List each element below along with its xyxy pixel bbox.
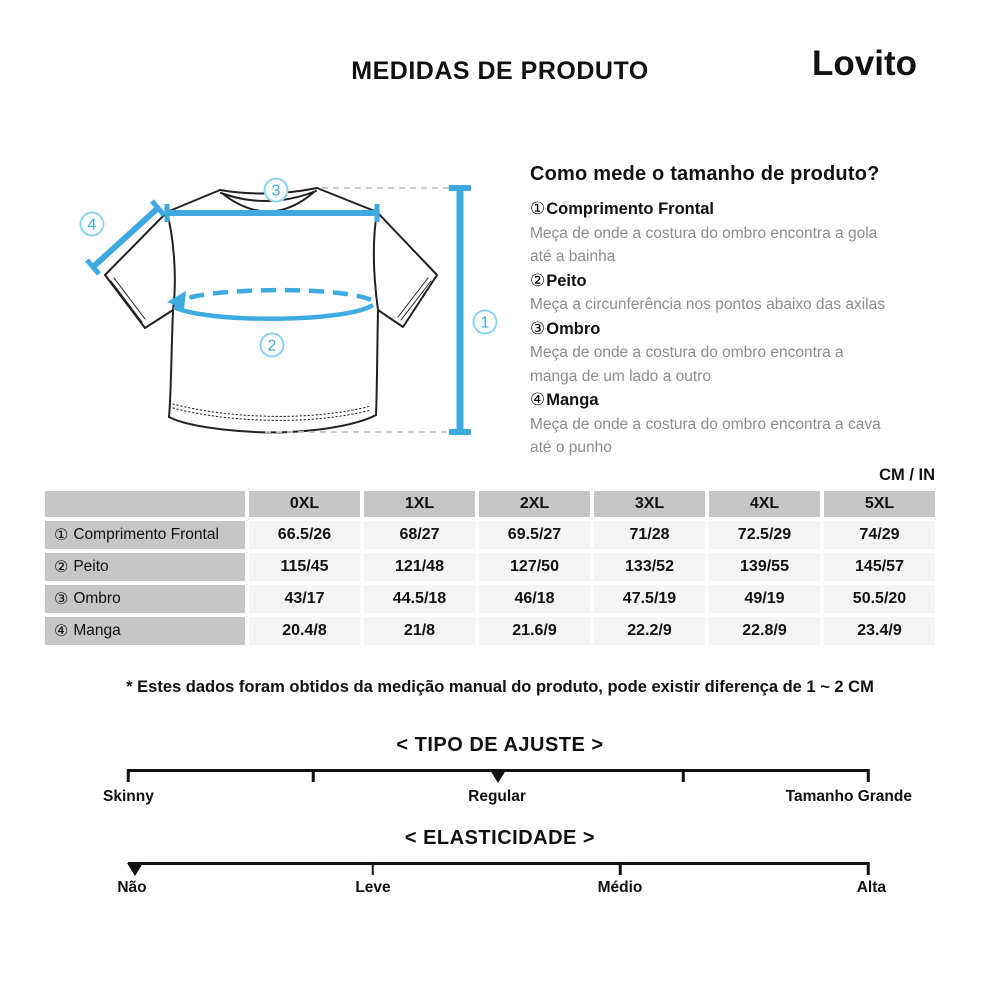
circled-1-icon: ① — [530, 199, 546, 218]
elasticity-label-leve: Leve — [355, 879, 391, 896]
elasticity-tick — [372, 862, 375, 875]
table-cell: 71/28 — [594, 521, 705, 549]
elasticity-label-alta: Alta — [856, 879, 886, 896]
size-table — [45, 491, 935, 645]
table-cell: 115/45 — [249, 553, 360, 581]
size-col-3xl: 3XL — [594, 491, 705, 517]
row-label-peito: ② Peito — [45, 553, 245, 581]
circled-3-icon: ③ — [530, 318, 546, 338]
guide-item-ombro-desc2: manga de um lado a outro — [530, 367, 711, 385]
size-col-1xl: 1XL — [364, 491, 475, 517]
tshirt-measurement-diagram — [55, 148, 515, 470]
table-cell: 68/27 — [364, 521, 475, 549]
table-cell: 44.5/18 — [364, 585, 475, 613]
elasticity-label-medio: Médio — [597, 879, 643, 896]
table-cell: 50.5/20 — [824, 585, 935, 613]
table-cell: 23.4/9 — [824, 617, 935, 645]
size-col-2xl: 2XL — [479, 491, 590, 517]
fit-tick — [867, 769, 870, 782]
table-cell: 74/29 — [824, 521, 935, 549]
row-label-ombro: ③ Ombro — [45, 585, 245, 613]
guide-item-manga-desc2: até o punho — [530, 439, 612, 456]
fit-scale-line — [128, 769, 868, 772]
guide-item-peito-desc: Meça a circunferência nos pontos abaixo das axilas — [530, 296, 885, 313]
table-cell: 69.5/27 — [479, 521, 590, 549]
size-col-5xl: 5XL — [824, 491, 935, 517]
circled-2-icon: ② — [530, 270, 546, 290]
table-cell: 139/55 — [709, 553, 820, 581]
circled-4-icon: ④ — [530, 390, 546, 409]
circled-1-icon: ① — [54, 527, 69, 544]
table-cell: 49/19 — [709, 585, 820, 613]
table-cell: 21/8 — [364, 617, 475, 645]
marker-2-chest: 2 — [267, 337, 277, 355]
elasticity-tick — [867, 862, 870, 875]
guide-item-manga-desc: Meça de onde a costura do ombro encontra a cava — [530, 415, 881, 433]
table-cell: 133/52 — [594, 553, 705, 581]
fit-marker-icon — [490, 770, 506, 783]
fit-scale-title: < TIPO DE AJUSTE > — [396, 734, 604, 756]
measure-guide — [530, 163, 950, 460]
guide-item-ombro-desc: Meça de onde a costura do ombro encontra a — [530, 344, 844, 361]
table-cell: 66.5/26 — [249, 521, 360, 549]
table-cell: 121/48 — [364, 553, 475, 581]
guide-item-manga-title: ④Manga — [530, 390, 599, 409]
table-cell: 145/57 — [824, 553, 935, 581]
fit-tick — [127, 769, 130, 782]
marker-1-length: 1 — [480, 314, 490, 332]
circled-3-icon: ③ — [54, 591, 69, 608]
marker-4-sleeve: 4 — [87, 216, 97, 234]
fit-tick — [682, 769, 685, 782]
size-col-4xl: 4XL — [709, 491, 820, 517]
row-label-comprimento: ① Comprimento Frontal — [45, 521, 245, 549]
guide-item-comprimento-title: ①Comprimento Frontal — [530, 199, 714, 218]
table-cell: 47.5/19 — [594, 585, 705, 613]
table-cell: 20.4/8 — [249, 617, 360, 645]
fit-tick — [312, 769, 315, 782]
table-cell: 22.2/9 — [594, 617, 705, 645]
row-label-manga: ④ Manga — [45, 617, 245, 645]
elasticity-scale-line — [128, 862, 868, 865]
fit-label-skinny: Skinny — [103, 788, 154, 805]
table-corner-cell — [45, 491, 245, 517]
diagram-markers — [81, 179, 497, 357]
table-cell: 72.5/29 — [709, 521, 820, 549]
page-title: MEDIDAS DE PRODUTO — [351, 57, 649, 85]
circled-2-icon: ② — [54, 559, 69, 576]
marker-3-shoulder: 3 — [271, 182, 281, 200]
fit-label-tamanho-grande: Tamanho Grande — [785, 788, 912, 805]
circled-4-icon: ④ — [54, 623, 69, 640]
table-cell: 46/18 — [479, 585, 590, 613]
measurement-disclaimer: * Estes dados foram obtidos da medição manual do produto, pode existir diferença de 1 ~ 2 CM — [126, 678, 874, 696]
elasticity-tick — [619, 862, 622, 875]
guide-item-ombro-title: ③Ombro — [530, 318, 601, 338]
fit-label-regular: Regular — [468, 788, 526, 805]
guide-heading: Como mede o tamanho de produto? — [530, 163, 880, 185]
table-cell: 21.6/9 — [479, 617, 590, 645]
elasticity-label-nao: Não — [117, 879, 147, 896]
tshirt-outline — [105, 188, 437, 432]
guide-item-comprimento-desc: Meça de onde a costura do ombro encontra a gola — [530, 224, 878, 242]
elasticity-scale-title: < ELASTICIDADE > — [404, 827, 596, 849]
guide-item-comprimento-desc2: até a bainha — [530, 248, 616, 265]
units-label: CM / IN — [879, 466, 935, 484]
elasticity-marker-icon — [127, 863, 143, 876]
table-cell: 43/17 — [249, 585, 360, 613]
size-col-0xl: 0XL — [249, 491, 360, 517]
brand-logo: Lovito — [812, 44, 917, 83]
guide-item-peito-title: ②Peito — [530, 270, 587, 290]
table-cell: 127/50 — [479, 553, 590, 581]
table-cell: 22.8/9 — [709, 617, 820, 645]
